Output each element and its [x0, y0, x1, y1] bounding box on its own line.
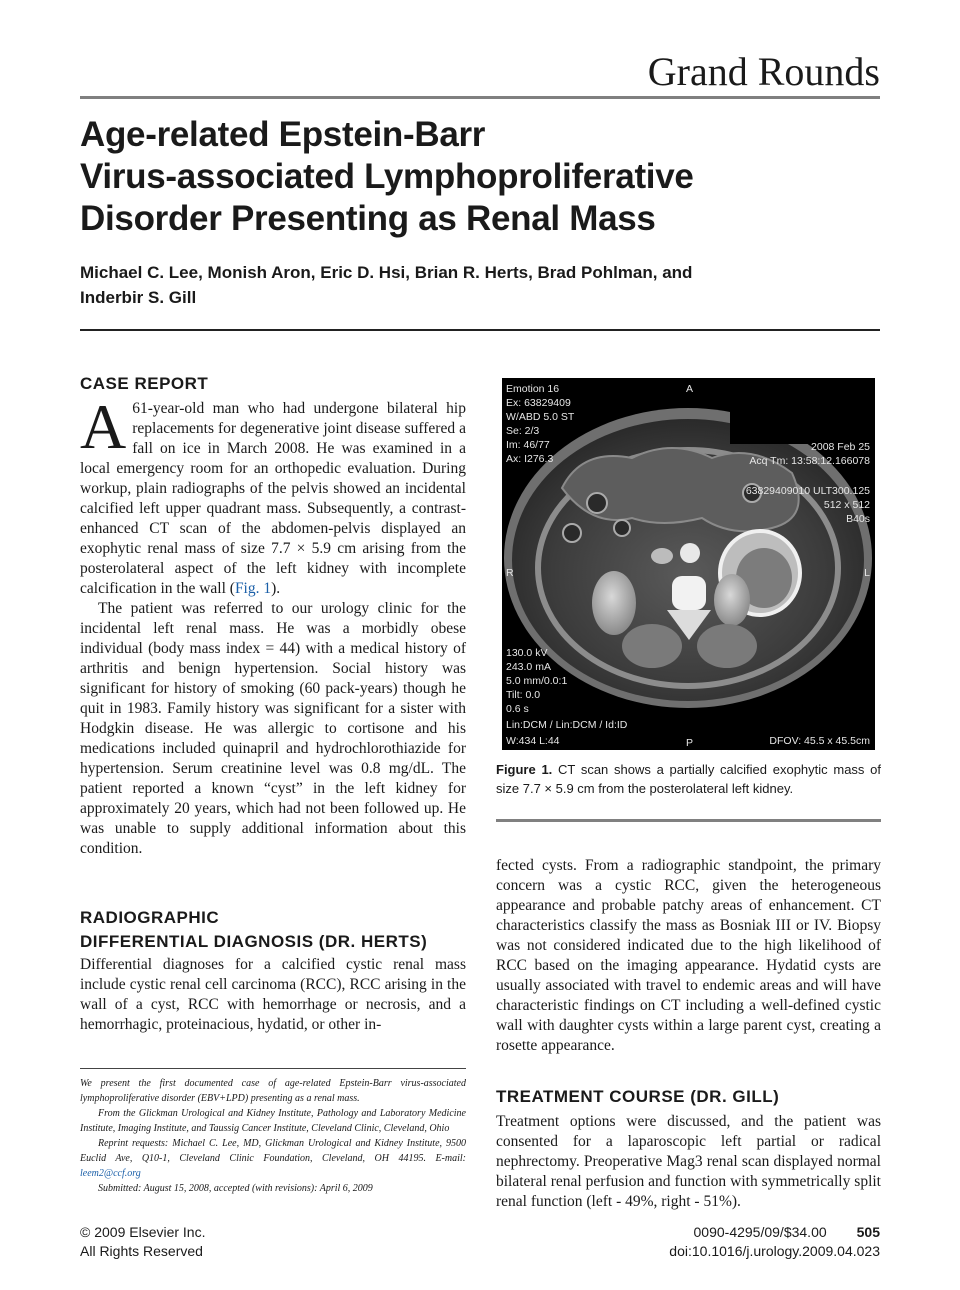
title-line-2: Virus-associated Lymphoproliferative: [80, 157, 694, 196]
footnote-submitted: Submitted: August 15, 2008, accepted (with revisions): April 6, 2009: [98, 1183, 373, 1194]
ct-overlay-tl-1: Ex: 63829409: [506, 397, 571, 409]
ct-aorta: [680, 543, 700, 563]
figure-caption-text: CT scan shows a partially calcified exophytic mass of size 7.7 × 5.9 cm from the posterolateral left kidney.: [496, 762, 881, 796]
footnote-reprint: Reprint requests: Michael C. Lee, MD, Glickman Urological and Kidney Institute, 9500 Euclid Ave, Q10-1, Cleveland Clinic Foundation, Cleveland, OH 44195. E-mail: leem2@ccf.org: [80, 1138, 466, 1179]
ct-bowel-gas-3: [563, 524, 581, 542]
page-number: 505: [856, 1224, 880, 1240]
footnote-summary: We present the first documented case of age-related Epstein-Barr virus-associated lymphoproliferative disorder (EBV+LPD) presenting as a renal mass.: [80, 1078, 466, 1104]
footer-doi[interactable]: doi:10.1016/j.urology.2009.04.023: [669, 1243, 880, 1259]
ct-overlay-tl-3: Se: 2/3: [506, 425, 540, 437]
footer-right: [540, 1223, 880, 1261]
radiographic-heading: [80, 906, 466, 954]
ct-right-paraspinal: [622, 624, 682, 668]
ct-overlay-bottom-center: P: [686, 737, 694, 749]
ct-bowel-gas-2: [614, 520, 630, 536]
footer-rights: All Rights Reserved: [80, 1243, 203, 1259]
ct-vertebral-body: [672, 576, 706, 610]
ct-overlay-left-marker: R: [506, 567, 514, 579]
ct-overlay-bl-4: 0.6 s: [506, 703, 529, 715]
ct-overlay-tr-0: 2008 Feb 25: [811, 441, 870, 453]
drop-cap: A: [80, 391, 127, 462]
figure-caption: [496, 760, 881, 798]
case-report-body: [80, 391, 466, 859]
footnote-affiliation: From the Glickman Urological and Kidney Institute, Pathology and Laboratory Medicine Institute, Imaging Institute, and Taussig Cancer Institute, Cleveland Clinic, Cleveland, Ohio: [80, 1108, 466, 1134]
treatment-paragraph: Treatment options were discussed, and the patient was consented for a laparoscopic left partial or radical nephrectomy. Preoperative Mag3 renal scan displayed normal bilateral renal perfusion and function with symmetrically split renal function (left - 49%, right - 51%).: [496, 1113, 881, 1210]
ct-overlay-bl-5: Lin:DCM / Lin:DCM / Id:ID: [506, 719, 628, 731]
authors-line-1: Michael C. Lee, Monish Aron, Eric D. Hsi, Brian R. Herts, Brad Pohlman, and: [80, 263, 693, 282]
figure-rule: [496, 819, 881, 822]
ct-scan-image: [502, 378, 875, 750]
case-report-heading: CASE REPORT: [80, 374, 209, 393]
radiographic-paragraph-left: Differential diagnoses for a calcified cystic renal mass include cystic renal cell carcinoma (RCC), RCC arising in the wall of a cyst, RCC with hemorrhage or necrosis, and a hemorrhagic, proteinacious, hydatid, or other in-: [80, 956, 466, 1033]
top-rule: [80, 96, 880, 99]
section-label: Grand Rounds: [647, 49, 880, 94]
ct-overlay-tl-2: W/ABD 5.0 ST: [506, 411, 575, 423]
ct-overlay-tr-2: 63829409010 ULT300.125: [745, 485, 870, 497]
article-title: [80, 114, 880, 240]
footnotes: [80, 1076, 466, 1196]
ct-overlay-tr-3: 512 x 512: [823, 499, 870, 511]
email-link[interactable]: leem2@ccf.org: [80, 1168, 141, 1179]
footnote-rule: [80, 1068, 466, 1069]
ct-overlay-bl-6: W:434 L:44: [506, 735, 560, 747]
ct-cropped-corner: [730, 378, 875, 444]
footer-issn-price: 0090-4295/09/$34.00: [693, 1224, 827, 1240]
ct-overlay-bl-2: 5.0 mm/0.0:1: [506, 675, 568, 687]
ct-overlay-bl-3: Tilt: 0.0: [506, 689, 541, 701]
title-line-1: Age-related Epstein-Barr: [80, 115, 486, 154]
authors-line-2: Inderbir S. Gill: [80, 288, 197, 307]
footer-left: [80, 1223, 380, 1261]
ct-overlay-bottom-right: DFOV: 45.5 x 45.5cm: [769, 735, 870, 747]
ct-left-kidney: [714, 574, 750, 626]
ct-overlay-bl-1: 243.0 mA: [506, 661, 551, 673]
radiographic-heading-line-2: DIFFERENTIAL DIAGNOSIS (DR. HERTS): [80, 932, 428, 951]
ct-overlay-tr-4: B40s: [846, 513, 870, 525]
case-report-paragraph-1: A 61-year-old man who had undergone bilateral hip replacements for degenerative joint disease suffered a fall on ice in March 2008. He was examined in a local emergency room for an orthopedic evaluation. During workup, plain radiographs of the pelvis showed an incidental calcified left upper quadrant mass. Subsequently, a contrast-enhanced CT scan of the abdomen-pelvis displayed an exophytic renal mass of size 7.7 × 5.9 cm arising from the posterolateral aspect of the left kidney with incomplete calcification in the wall (Fig. 1).: [80, 391, 466, 597]
ct-right-kidney: [592, 571, 636, 635]
ct-overlay-tl-4: Im: 46/77: [506, 439, 550, 451]
ct-scan-figure: [502, 378, 875, 750]
ct-overlay-tl-5: Ax: I276.3: [506, 453, 554, 465]
ct-overlay-bl-0: 130.0 kV: [506, 647, 548, 659]
ct-overlay-right-marker: L: [864, 567, 870, 579]
ct-bowel-gas-1: [587, 493, 607, 513]
footer-copyright: © 2009 Elsevier Inc.: [80, 1224, 206, 1240]
ct-overlay-tr-1: Acq Tm: 13:58:12.166078: [749, 455, 870, 467]
radiographic-paragraph-right: fected cysts. From a radiographic standpoint, the primary concern was a cystic RCC, given the heterogeneous appearance and probable patchy areas of enhancement. CT characteristics classify the mass as Bosniak III or IV. Biopsy was not considered indicated due to the high likelihood of RCC based on the imaging appearance. Hydatid cysts are usually associated with travel to endemic areas and will have characteristic findings on CT including a well-defined cystic wall with daughter cysts within a large parent cyst, creating a rosette appearance.: [496, 857, 881, 1054]
radiographic-heading-line-1: RADIOGRAPHIC: [80, 908, 220, 927]
ct-overlay-top-center: A: [686, 383, 694, 395]
header-rule: [80, 329, 880, 331]
authors: [80, 260, 880, 310]
treatment-heading: TREATMENT COURSE (DR. GILL): [496, 1087, 780, 1106]
figure-caption-label: Figure 1.: [496, 762, 553, 777]
title-line-3: Disorder Presenting as Renal Mass: [80, 199, 656, 238]
ct-ivc: [651, 548, 673, 564]
footer-issn-line: [540, 1223, 880, 1242]
ct-overlay-tl-0: Emotion 16: [506, 383, 560, 395]
ct-left-paraspinal: [697, 624, 757, 668]
case-report-paragraph-2: The patient was referred to our urology clinic for the incidental left renal mass. He was a morbidly obese individual (body mass index = 44) with a medical history of arthritis and benign hypertension. Social history was significant for history of smoking (60 pack-years) though he quit in 1983. Family history was significant for a sister with Hodgkin disease. He was allergic to cortisone and his medications included quinapril and hydrochlorothiazide for hypertension. Serum creatinine level was 0.8 mg/dL. The patient reported a known “cyst” in the left kidney for approximately 20 years, which had not been followed up. He was unable to supply additional information about this condition.: [80, 600, 466, 857]
figure-1-link[interactable]: Fig. 1: [234, 580, 272, 597]
